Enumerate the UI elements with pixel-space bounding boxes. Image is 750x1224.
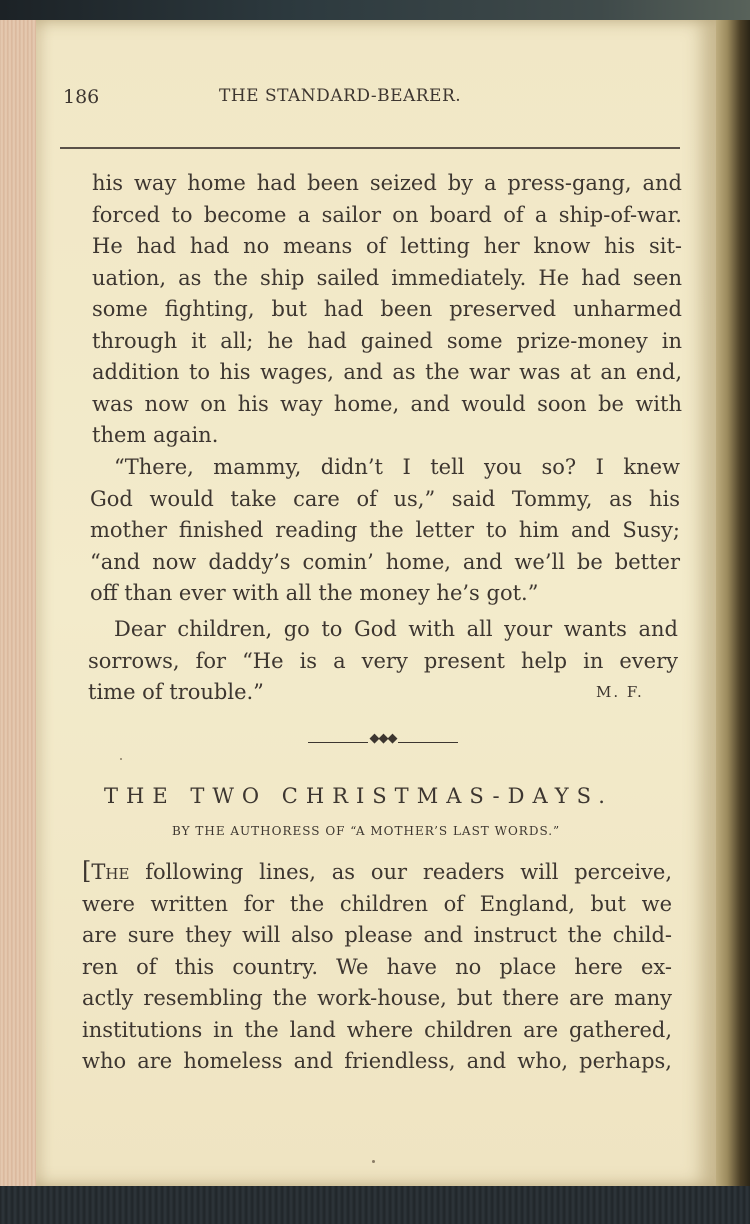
- text-line: sorrows, for “He is a very present help in every: [88, 648, 678, 673]
- text-line: uation, as the ship sailed immediately. He had seen: [92, 265, 682, 290]
- text-line: addition to his wages, and as the war was at an end,: [92, 360, 682, 384]
- paper-speck: [120, 758, 122, 760]
- book-top-edge: [0, 0, 750, 20]
- section-byline: BY THE AUTHORESS OF “A MOTHER’S LAST WORDS.”: [172, 824, 561, 838]
- text-line: ren of this country. We have no place here ex-: [82, 954, 672, 979]
- text-line: actly resembling the work-house, but there are many: [82, 986, 672, 1010]
- paper-speck: [372, 1160, 375, 1163]
- text-line: was now on his way home, and would soon be with: [92, 391, 682, 416]
- text-line: through it all; he had gained some prize-money in: [92, 328, 682, 353]
- text-line: forced to become a sailor on board of a ship-of-war.: [92, 202, 682, 227]
- text-line: some fighting, but had been preserved unharmed: [92, 297, 682, 321]
- divider-line-left: [308, 742, 368, 743]
- section-title: THE TWO CHRISTMAS-DAYS.: [104, 784, 613, 808]
- text-line: “There, mammy, didn’t I tell you so? I knew: [114, 455, 680, 479]
- section-divider-ornament: [308, 731, 458, 750]
- text-line: mother finished reading the letter to him and Susy;: [90, 518, 680, 542]
- diamond-ornament-icon: ◆◆◆: [369, 731, 397, 746]
- running-title: THE STANDARD-BEARER.: [219, 86, 462, 106]
- text-line: “and now daddy’s comin’ home, and we’ll be better: [90, 549, 680, 574]
- text-line: institutions in the land where children are gathered,: [82, 1017, 672, 1042]
- page-number: 186: [63, 86, 100, 108]
- text-line: them again.: [92, 423, 219, 447]
- book-gutter-shadow: [712, 20, 750, 1186]
- text-line: God would take care of us,” said Tommy, as his: [90, 486, 680, 511]
- paragraph-editor-note: [82, 856, 672, 1078]
- paragraph-tommy-quote: [90, 452, 680, 610]
- text-line: off than ever with all the money he’s got.”: [90, 581, 539, 605]
- first-word: The: [91, 860, 130, 884]
- text-line: time of trouble.”: [88, 680, 264, 704]
- text-line: are sure they will also please and instruct the child-: [82, 923, 672, 947]
- text-line: Dear children, go to God with all your wants and: [114, 617, 678, 641]
- author-signature: M. F.: [596, 683, 644, 701]
- book-left-page-edges: [0, 20, 36, 1186]
- opening-bracket: [: [82, 857, 92, 885]
- page-header: [63, 84, 680, 124]
- divider-line-right: [398, 742, 458, 743]
- text-line: who are homeless and friendless, and who, perhaps,: [82, 1049, 672, 1073]
- text-line: [82, 856, 672, 889]
- book-bottom-edge: [0, 1186, 750, 1224]
- text-line: He had had no means of letting her know his sit-: [92, 234, 682, 258]
- paragraph-moral: [88, 614, 678, 709]
- header-rule: [60, 147, 680, 149]
- text-line: were written for the children of England, but we: [82, 891, 672, 916]
- paragraph-continuation: [92, 168, 682, 452]
- text-line: his way home had been seized by a press-gang, and: [92, 171, 682, 195]
- line-rest: following lines, as our readers will perceive,: [129, 860, 672, 884]
